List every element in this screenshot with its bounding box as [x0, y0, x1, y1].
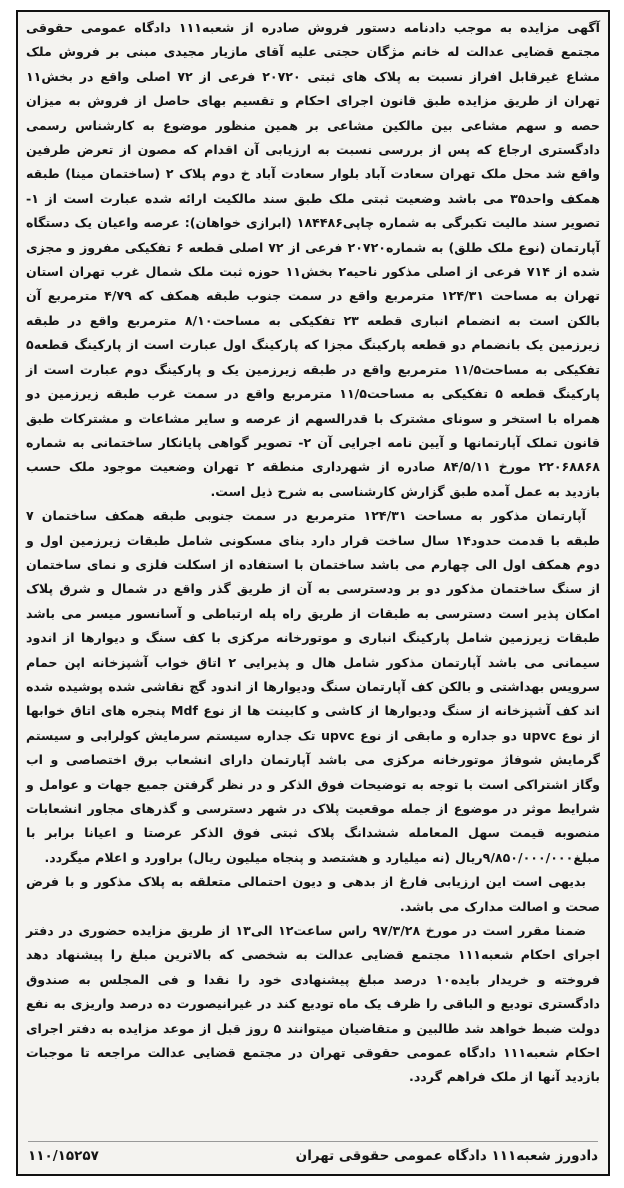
notice-paragraph-auction-terms: ضمنا مقرر است در مورخ ۹۷/۳/۲۸ راس ساعت۱۲ الی۱۳ از طریق مزایده حضوری در دفتر اجرای احکام شعبه۱۱۱ مجتمع قضایی عدالت به شخصی که بالاترین مبلغ را پیشنهاد دهد فروخته و خریدار بایده۱۰ درصد مبلغ پیشنهادی خود را نقدا و فی المجلس به صندوق دادگستری تودیع و الباقی را ظرف یک ماه تودیع کند در غیرانیصورت ده درصد واریزی به نفع دولت ضبط خواهد شد طالبین و متقاضیان میتوانند ۵ روز قبل از موعد مزایده به دفتر اجرای احکام شعبه۱۱۱ دادگاه عمومی حقوقی تهران در مجتمع قضایی عدالت مراجعه تا موجبات بازدید آنها از ملک فراهم گردد.	[26, 923, 600, 1085]
footer-signature: دادورز شعبه۱۱۱ دادگاه عمومی حقوقی تهران	[295, 1148, 598, 1164]
notice-paragraph-apartment-description: آپارتمان مذکور به مساحت ۱۲۴/۳۱ مترمربع در سمت جنوبی طبقه همکف ساختمان ۷ طبقه با قدمت حدود۱۴ سال ساخت قرار دارد بنای مسکونی شامل طبقات زیرزمین اول و دوم همکف اول الی چهارم می باشد ساختمان با استفاده از اسکلت فلزی و نمای ساختمان از سنگ ساختمان مذکور دو بر ودسترسی به آن از طریق گذر واقع در شمال و شرق پلاک امکان پذیر است دسترسی به طبقات از طریق راه پله ارتباطی و آسانسور میسر می باشد طبقات زیرزمین شامل پارکینگ انباری و موتورخانه مرکزی با کف سنگ و دیوارها از اندود سیمانی می باشد آپارتمان مذکور شامل هال و پذیرایی ۲ اتاق خواب آشپزخانه اپن حمام سرویس بهداشتی و بالکن کف آپارتمان سنگ ودیوارها از اندود گچ نقاشی شده پوشیده شده اند کف آشپزخانه از سنگ ودیوارها از کاشی و کابینت ها از نوع Mdf پنجره های اتاق خوابها از نوع upvc دو جداره و مابقی از نوع upvc تک جداره سیستم سرمایش کولرابی و سیستم گرمایش شوفاژ موتورخانه مرکزی می باشد آپارتمان دارای انشعاب برق اختصاصی و اب وگاز اشتراکی است با توجه به توضیحات فوق الذکر و در نظر گرفتن جمیع جهات و عوامل و شرایط موثر در موضوع از جمله موقعیت پلاک در شهر دسترسی و گذرهای مجاور انشعابات منصوبه قیمت سهل المعامله ششدانگ پلاک ثبتی فوق الذکر عرصتا و اعیانا برابر با مبلغ۹/۸۵۰/۰۰۰/۰۰۰ریال (نه میلیارد و هشتصد و پنجاه میلیون ریال) براورد و اعلام میگردد.	[26, 508, 600, 865]
notice-footer	[28, 1141, 598, 1168]
auction-notice	[16, 10, 610, 1176]
notice-paragraph-main: آگهی مزایده به موجب دادنامه دستور فروش صادره از شعبه۱۱۱ دادگاه عمومی حقوقی مجتمع قضایی عدالت له خانم مژگان حجتی علیه آقای مازیار مجیدی مبنی بر فروش ملک مشاع غیرقابل افراز نسبت به پلاک های ثبتی ۲۰۷۲۰ فرعی از ۷۲ اصلی واقع در بخش۱۱ تهران از طریق مزایده طبق قانون اجرای احکام و تقسیم بهای حاصل از فروش به میزان حصه و سهم مشاعی بین مالکین مشاعی بر همین منظور موضوع به کارشناس رسمی دادگستری ارجاع که پس از بررسی نسبت به ارزیابی آن اقدام که مصون از تعرض طرفین واقع شد محل ملک تهران سعادت آباد بلوار سعادت آباد خ دوم پلاک ۲ (ساختمان مینا) طبقه همکف واحد۳۵ می باشد وضعیت ثبتی ملک طبق سند مالکیت ارائه شده عبارت است از ۱-تصویر سند مالیت تکبرگی به شماره چاپی۱۸۴۴۸۶ (ابرازی خواهان): عرصه واعیان یک دستگاه آپارتمان (نوع ملک طلق) به شماره۲۰۷۲۰ فرعی از ۷۲ اصلی قطعه ۶ تفکیکی مفروز و مجزی شده از ۷۱۴ فرعی از اصلی مذکور ناحیه۲ بخش۱۱ حوزه ثبت ملک شمال غرب تهران استان تهران به مساحت ۱۲۴/۳۱ مترمربع واقع در سمت جنوب طبقه همکف که ۴/۷۹ مترمربع آن بالکن است به انضمام انباری قطعه ۲۳ تفکیکی به مساحت۸/۱۰ مترمربع واقع در طبقه زیرزمین یک بانضمام دو قطعه پارکینگ مجزا که پارکینگ اول عبارت است از پارکینگ قطعه۵ تفکیکی به مساحت۱۱/۵ مترمربع واقع در طبقه زیرزمین یک و پارکینگ دوم عبارت است از پارکینگ قطعه ۵ تفکیکی به مساحت۱۱/۵ مترمربع واقع در سمت غرب طبقه زیرزمین دو همراه با استخر و سونای مشترک با قدرالسهم از عرصه و سایر مشاعات و مشترکات طبق قانون تملک آپارتمانها و آیین نامه اجرایی آن ۲- تصویر گواهی پایانکار ساختمانی به شماره ۲۲۰۶۸۸۶۸ مورخ ۸۴/۵/۱۱ صادره از شهرداری منطقه ۲ تهران وضعیت موجود ملک حسب بازدید به عمل آمده طبق گزارش کارشناسی به شرح ذیل است.	[26, 20, 601, 499]
footer-notice-number: ۱۱۰/۱۵۲۵۷	[28, 1148, 99, 1164]
notice-paragraph-disclaimer: بدیهی است این ارزیابی فارغ از بدهی و دیون احتمالی متعلقه به پلاک مذکور و با فرض صحت و اصالت مدارک می باشد.	[26, 874, 600, 914]
